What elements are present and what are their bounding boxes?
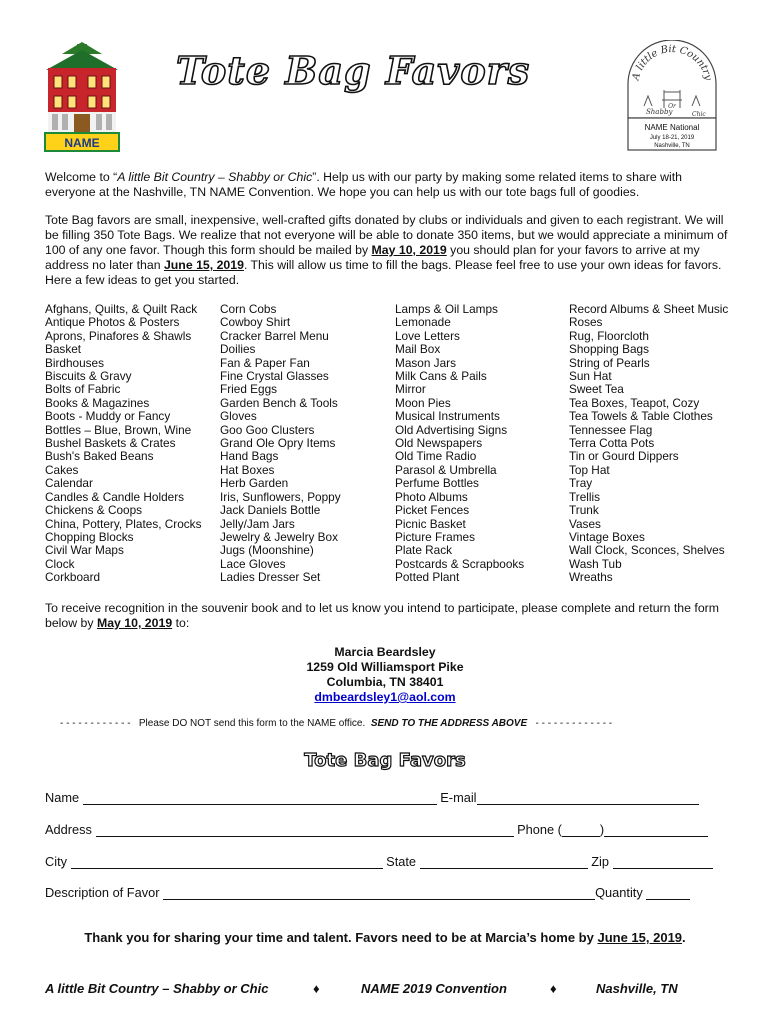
- ideas-column-3: [395, 303, 524, 585]
- description-field[interactable]: [163, 886, 595, 900]
- seal-sub-mid: Or: [668, 103, 676, 110]
- idea-item: Love Letters: [395, 328, 460, 343]
- idea-item: Calendar: [45, 476, 93, 491]
- idea-item: Cracker Barrel Menu: [220, 328, 329, 343]
- idea-item: Goo Goo Clusters: [220, 422, 315, 437]
- footer-separator-1: ♦: [313, 981, 320, 996]
- send-address-note: SEND TO THE ADDRESS ABOVE: [370, 718, 528, 729]
- idea-item: Civil War Maps: [45, 543, 124, 558]
- idea-item: Hat Boxes: [220, 462, 275, 477]
- idea-item: Afghans, Quilts, & Quilt Rack: [45, 302, 198, 316]
- idea-item: Old Time Radio: [395, 449, 477, 464]
- idea-item: Iris, Sunflowers, Poppy: [220, 489, 341, 504]
- idea-item: Bushel Baskets & Crates: [45, 436, 176, 451]
- idea-item: Mirror: [395, 382, 426, 397]
- idea-item: Corkboard: [45, 570, 101, 585]
- idea-item: Fan & Paper Fan: [220, 355, 310, 370]
- phone-area-field[interactable]: [562, 823, 600, 837]
- mail-by-date: May 10, 2019: [371, 243, 447, 257]
- idea-item: Record Albums & Sheet Music: [569, 302, 729, 316]
- idea-item: Parasol & Umbrella: [395, 462, 497, 477]
- idea-item: Tray: [569, 476, 593, 491]
- idea-item: Bottles – Blue, Brown, Wine: [45, 422, 192, 437]
- idea-item: Tea Boxes, Teapot, Cozy: [569, 395, 700, 410]
- name-logo: [44, 40, 120, 152]
- idea-item: Ladies Dresser Set: [220, 570, 321, 585]
- mailing-address: [0, 645, 770, 705]
- idea-item: Biscuits & Gravy: [45, 369, 132, 384]
- idea-item: Candles & Candle Holders: [45, 489, 185, 504]
- logo-text: NAME: [64, 136, 100, 150]
- idea-item: Jugs (Moonshine): [220, 543, 314, 558]
- phone-field[interactable]: [604, 823, 708, 837]
- idea-item: Corn Cobs: [220, 302, 277, 316]
- footer-convention: NAME 2019 Convention: [361, 981, 507, 996]
- arrive-by-date: June 15, 2019: [163, 258, 244, 272]
- seal-city: Nashville, TN: [654, 143, 690, 149]
- quantity-field[interactable]: [646, 886, 690, 900]
- idea-item: Books & Magazines: [45, 395, 150, 410]
- idea-item: Sweet Tea: [569, 382, 624, 397]
- seal-arc-text: A little Bit Country: [630, 43, 714, 82]
- zip-field[interactable]: [613, 855, 713, 869]
- address-city: Columbia, TN 38401: [326, 675, 444, 689]
- idea-item: Rug, Floorcloth: [569, 328, 649, 343]
- idea-item: Picket Fences: [395, 503, 470, 518]
- idea-item: Fine Crystal Glasses: [220, 369, 329, 384]
- idea-item: Lamps & Oil Lamps: [395, 302, 498, 316]
- idea-item: Lemonade: [395, 315, 451, 330]
- idea-item: China, Pottery, Plates, Crocks: [45, 516, 202, 531]
- idea-item: Cakes: [45, 462, 79, 477]
- idea-item: Jelly/Jam Jars: [220, 516, 295, 531]
- address-name: Marcia Beardsley: [334, 645, 436, 659]
- idea-item: Potted Plant: [395, 570, 460, 585]
- idea-item: Fried Eggs: [220, 382, 278, 397]
- idea-item: Trunk: [569, 503, 599, 518]
- email-field[interactable]: [477, 791, 699, 805]
- name-field[interactable]: [83, 791, 437, 805]
- cut-line: - - - - - - - - - - - - Please DO NOT send this form to the NAME office. SEND TO THE ADDRESS ABOVE - - - - - - - - - - - - -: [60, 718, 613, 729]
- idea-item: Photo Albums: [395, 489, 468, 504]
- details-paragraph: Tote Bag favors are small, inexpensive, well-crafted gifts donated by clubs or individuals and given to each registrant. We will be filling 350 Tote Bags. We realize that not everyone will be able to donate 350 items, but we would appreciate a minimum of 100 of any one favor. Though this form should be mailed by May 10, 2019 you should plan for your favors to arrive at my address no later than June 15, 2019. This will allow us time to fill the bags. Please feel free to use your own ideas for favors. Here a few ideas to get you started.: [45, 213, 728, 287]
- idea-item: Plate Rack: [395, 543, 453, 558]
- seal-sub-left: Shabby: [646, 108, 673, 116]
- idea-item: Antique Photos & Posters: [45, 315, 180, 330]
- idea-item: Roses: [569, 315, 603, 330]
- idea-item: Boots - Muddy or Fancy: [45, 409, 171, 424]
- idea-item: Wall Clock, Sconces, Shelves: [569, 543, 725, 558]
- footer-theme: A little Bit Country – Shabby or Chic: [45, 981, 269, 996]
- address-field[interactable]: [96, 823, 514, 837]
- footer-separator-2: ♦: [550, 981, 557, 996]
- idea-item: Vases: [569, 516, 601, 531]
- ideas-column-4: [569, 303, 728, 585]
- idea-item: Picnic Basket: [395, 516, 466, 531]
- email-link[interactable]: dmbeardsley1@aol.com: [314, 690, 456, 704]
- address-street: 1259 Old Williamsport Pike: [306, 660, 464, 674]
- state-field[interactable]: [420, 855, 588, 869]
- idea-item: Tennessee Flag: [569, 422, 653, 437]
- footer-location: Nashville, TN: [596, 981, 678, 996]
- idea-item: Bush's Baked Beans: [45, 449, 154, 464]
- idea-item: Cowboy Shirt: [220, 315, 291, 330]
- seal-dates: July 18-21, 2019: [649, 135, 695, 141]
- idea-item: Shopping Bags: [569, 342, 650, 357]
- idea-item: Picture Frames: [395, 529, 475, 544]
- idea-item: Chickens & Coops: [45, 503, 143, 518]
- form-row-name: Name E-mail: [45, 790, 699, 805]
- idea-item: Hand Bags: [220, 449, 279, 464]
- idea-item: Herb Garden: [220, 476, 289, 491]
- idea-item: Birdhouses: [45, 355, 105, 370]
- idea-item: Tin or Gourd Dippers: [569, 449, 679, 464]
- seal-org: NAME National: [644, 123, 700, 132]
- idea-item: Perfume Bottles: [395, 476, 479, 491]
- seal-sub-right: Chic: [692, 111, 706, 118]
- idea-item: Wash Tub: [569, 556, 622, 571]
- idea-item: Old Advertising Signs: [395, 422, 508, 437]
- idea-item: Wreaths: [569, 570, 613, 585]
- idea-item: Doilies: [220, 342, 256, 357]
- return-instructions: To receive recognition in the souvenir book and to let us know you intend to participate, please complete and return the form below by May 10, 2019 to:: [45, 601, 719, 630]
- ideas-column-2: [220, 303, 341, 585]
- idea-item: Clock: [45, 556, 75, 571]
- idea-item: Milk Cans & Pails: [395, 369, 487, 384]
- intro-paragraph: Welcome to “A little Bit Country – Shabby or Chic”. Help us with our party by making some related items to share with everyone at the Nashville, TN NAME Convention. We hope you can help us with our tote bags full of goodies.: [45, 170, 682, 199]
- idea-item: Basket: [45, 342, 82, 357]
- idea-item: Lace Gloves: [220, 556, 286, 571]
- idea-item: Jewelry & Jewelry Box: [220, 529, 339, 544]
- idea-item: Aprons, Pinafores & Shawls: [45, 328, 192, 343]
- idea-item: Mason Jars: [395, 355, 456, 370]
- idea-item: Trellis: [569, 489, 601, 504]
- idea-item: Mail Box: [395, 342, 441, 357]
- idea-item: Gloves: [220, 409, 257, 424]
- ideas-column-1: [45, 303, 201, 585]
- idea-item: Tea Towels & Table Clothes: [569, 409, 713, 424]
- form-row-description: Description of Favor Quantity: [45, 885, 690, 900]
- form-row-city: City State Zip: [45, 854, 713, 869]
- thank-you-note: Thank you for sharing your time and talent. Favors need to be at Marcia’s home by June 15, 2019.: [84, 930, 686, 945]
- idea-item: Chopping Blocks: [45, 529, 134, 544]
- idea-item: Garden Bench & Tools: [220, 395, 338, 410]
- deadline-date: June 15, 2019: [597, 930, 683, 945]
- idea-item: Grand Ole Opry Items: [220, 436, 336, 451]
- idea-item: Postcards & Scrapbooks: [395, 556, 525, 571]
- idea-item: Sun Hat: [569, 369, 612, 384]
- idea-item: String of Pearls: [569, 355, 650, 370]
- idea-item: Musical Instruments: [395, 409, 500, 424]
- theme-name: A little Bit Country – Shabby or Chic: [117, 170, 313, 184]
- idea-item: Moon Pies: [395, 395, 451, 410]
- idea-item: Old Newspapers: [395, 436, 483, 451]
- return-by-date: May 10, 2019: [96, 616, 173, 630]
- idea-item: Bolts of Fabric: [45, 382, 121, 397]
- city-field[interactable]: [71, 855, 383, 869]
- form-title: Tote Bag Favors: [304, 750, 466, 771]
- idea-item: Vintage Boxes: [569, 529, 645, 544]
- idea-item: Jack Daniels Bottle: [220, 503, 321, 518]
- idea-item: Terra Cotta Pots: [569, 436, 655, 451]
- convention-seal: [624, 40, 720, 154]
- form-row-address: Address Phone ( ): [45, 822, 708, 837]
- idea-item: Top Hat: [569, 462, 610, 477]
- page-title: Tote Bag Favors: [176, 48, 531, 93]
